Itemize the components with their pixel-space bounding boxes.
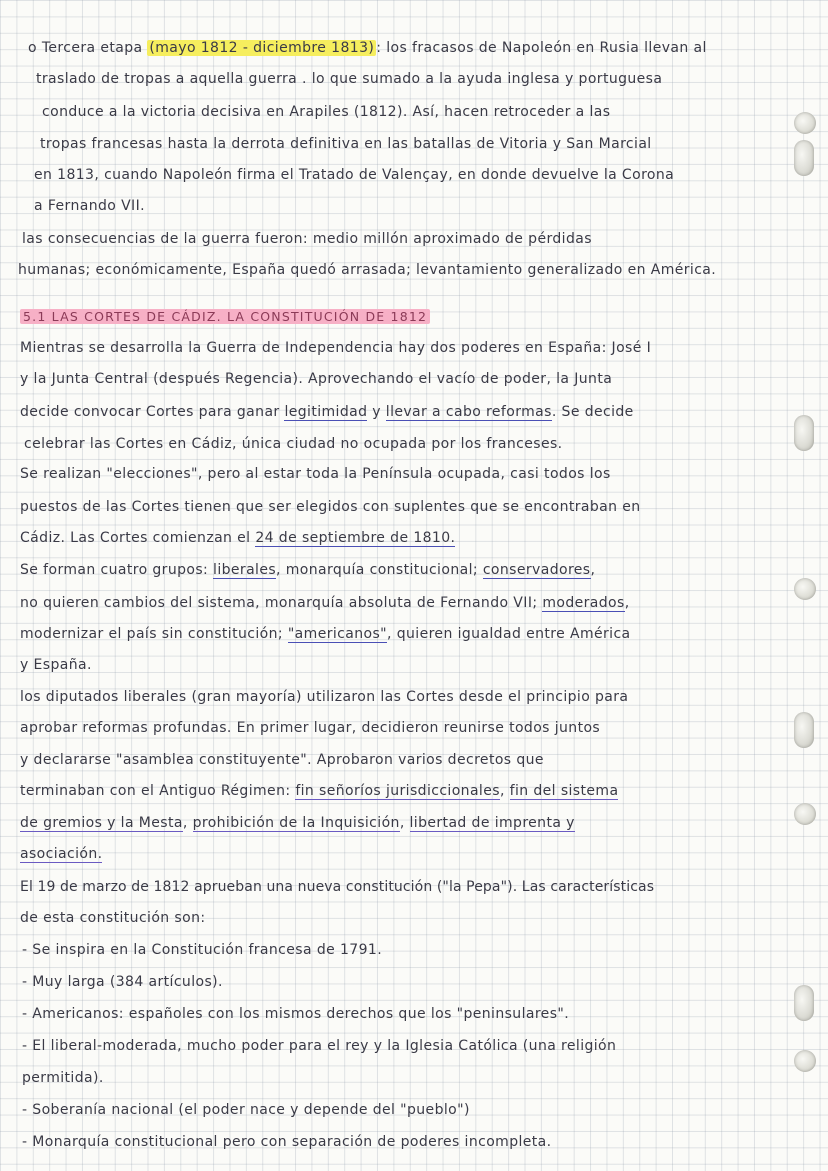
text: modernizar el país sin constitución; <box>20 626 288 642</box>
text: , <box>590 562 596 578</box>
underlined-reform: de gremios y la Mesta <box>20 815 183 831</box>
list-item: - Muy larga (384 artículos). <box>22 974 223 990</box>
binder-hole <box>794 712 814 748</box>
paragraph-line: a Fernando VII. <box>34 198 145 214</box>
stage-label: Tercera etapa <box>41 40 143 56</box>
paragraph-line: celebrar las Cortes en Cádiz, única ciudad no ocupada por los franceses. <box>24 436 563 452</box>
text: : los fracasos de Napoleón en Rusia llevan al <box>376 40 707 56</box>
text: . Se decide <box>551 404 634 420</box>
underlined-reform: fin del sistema <box>509 783 619 799</box>
text: , <box>399 815 410 831</box>
paragraph-line: Se realizan "elecciones", pero al estar toda la Península ocupada, casi todos los <box>20 466 611 482</box>
paragraph-line: Mientras se desarrolla la Guerra de Independencia hay dos poderes en España: José I <box>20 340 652 356</box>
text: decide convocar Cortes para ganar <box>20 404 285 420</box>
underlined-reform: fin señoríos jurisdiccionales <box>295 783 500 799</box>
heading-highlight: 5.1 LAS CORTES DE CÁDIZ. LA CONSTITUCIÓN DE 1812 <box>20 309 430 324</box>
paragraph-line <box>20 624 631 644</box>
text: y <box>367 404 386 420</box>
paragraph-line <box>20 593 630 613</box>
list-item: - Americanos: españoles con los mismos derechos que los "peninsulares". <box>22 1006 570 1022</box>
underlined-term: moderados <box>542 595 625 611</box>
text: , <box>624 595 630 611</box>
binder-hole <box>794 803 816 825</box>
underlined-term: conservadores <box>482 562 591 578</box>
underlined-reform: asociación. <box>20 846 103 862</box>
date-highlight: (mayo 1812 - diciembre 1813) <box>149 40 375 56</box>
text: Se forman cuatro grupos: <box>20 562 214 578</box>
text: , <box>182 815 193 831</box>
paragraph-line: humanas; económicamente, España quedó arrasada; levantamiento generalizado en América. <box>18 262 717 278</box>
paragraph-line <box>20 402 634 422</box>
paragraph-line: El 19 de marzo de 1812 aprueban una nueva constitución ("la Pepa"). Las características <box>20 879 655 895</box>
paragraph-line: conduce a la victoria decisiva en Arapiles (1812). Así, hacen retroceder a las <box>42 104 611 120</box>
list-item: - Monarquía constitucional pero con separación de poderes incompleta. <box>22 1134 552 1150</box>
paragraph-line <box>28 38 707 58</box>
binder-hole <box>794 140 814 176</box>
underlined-term: liberales <box>213 562 277 578</box>
text: Cádiz. Las Cortes comienzan el <box>20 530 256 546</box>
paragraph-line: y declararse "asamblea constituyente". Aprobaron varios decretos que <box>20 752 544 768</box>
text: no quieren cambios del sistema, monarquía absoluta de Fernando VII; <box>20 595 543 611</box>
text: terminaban con el Antiguo Régimen: <box>20 783 296 799</box>
paragraph-line <box>20 560 595 580</box>
paragraph-line: y la Junta Central (después Regencia). Aprovechando el vacío de poder, la Junta <box>20 371 613 387</box>
section-heading <box>20 307 430 327</box>
paragraph-line: puestos de las Cortes tienen que ser elegidos con suplentes que se encontraban en <box>20 499 641 515</box>
underlined-date: 24 de septiembre de 1810. <box>255 530 456 546</box>
bullet: o <box>28 40 37 56</box>
binder-hole <box>794 112 816 134</box>
underlined-text: legitimidad <box>284 404 368 420</box>
paragraph-line <box>20 813 575 833</box>
paragraph-line: tropas francesas hasta la derrota definitiva en las batallas de Vitoria y San Marcial <box>40 136 652 152</box>
text: , <box>499 783 510 799</box>
paragraph-line <box>20 781 618 801</box>
text: , monarquía constitucional; <box>276 562 483 578</box>
binder-hole <box>794 985 814 1021</box>
underlined-text: llevar a cabo reformas <box>385 404 552 420</box>
paragraph-line: traslado de tropas a aquella guerra . lo que sumado a la ayuda inglesa y portuguesa <box>36 71 663 87</box>
list-item: - Soberanía nacional (el poder nace y depende del "pueblo") <box>22 1102 470 1118</box>
paragraph-line: las consecuencias de la guerra fueron: medio millón aproximado de pérdidas <box>22 231 592 247</box>
paragraph-line: los diputados liberales (gran mayoría) utilizaron las Cortes desde el principio para <box>20 689 629 705</box>
binder-hole <box>794 415 814 451</box>
list-item: - El liberal-moderada, mucho poder para el rey y la Iglesia Católica (una religión <box>22 1038 617 1054</box>
underlined-term: "americanos" <box>287 626 388 642</box>
paragraph-line <box>20 528 455 548</box>
list-item: - Se inspira en la Constitución francesa de 1791. <box>22 942 383 958</box>
list-item: permitida). <box>22 1070 104 1086</box>
paragraph-line: y España. <box>20 657 92 673</box>
underlined-reform: prohibición de la Inquisición <box>192 815 400 831</box>
paragraph-line: de esta constitución son: <box>20 910 206 926</box>
paragraph-line <box>20 844 102 864</box>
binder-hole <box>794 1050 816 1072</box>
paragraph-line: en 1813, cuando Napoleón firma el Tratado de Valençay, en donde devuelve la Corona <box>34 167 675 183</box>
text: , quieren igualdad entre América <box>387 626 631 642</box>
underlined-reform: libertad de imprenta y <box>409 815 575 831</box>
binder-hole <box>794 578 816 600</box>
paragraph-line: aprobar reformas profundas. En primer lugar, decidieron reunirse todos juntos <box>20 720 601 736</box>
